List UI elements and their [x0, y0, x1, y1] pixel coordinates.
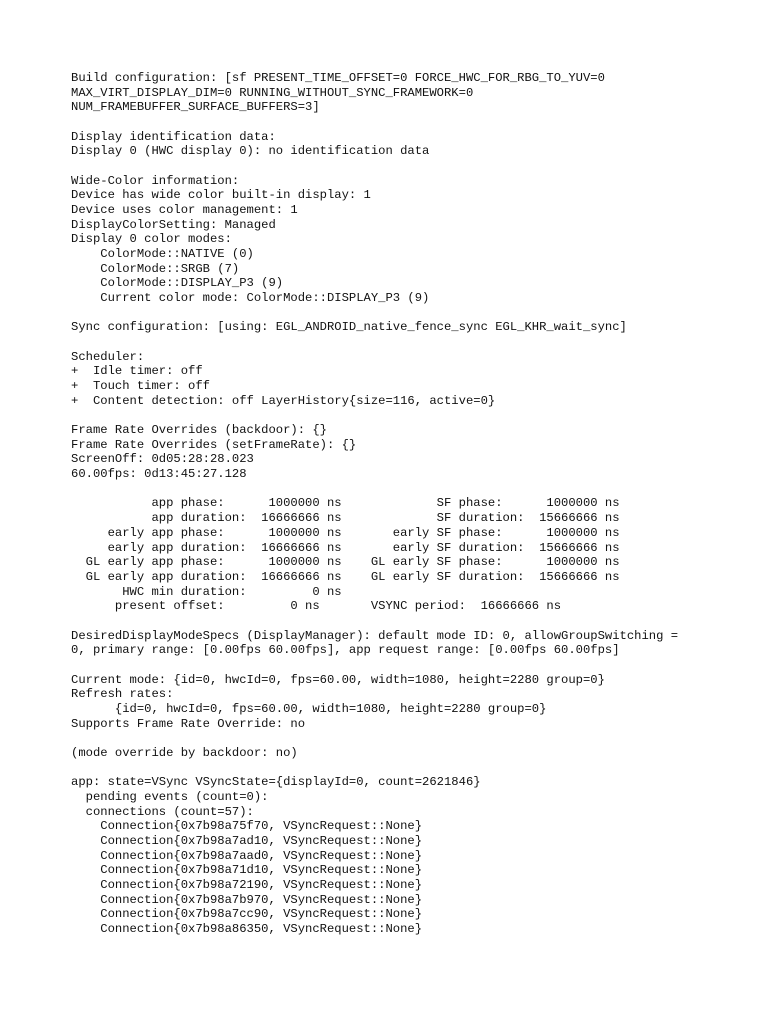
phase-table-row: GL early app duration: 16666666 ns GL early SF duration: 15666666 ns: [71, 569, 620, 584]
text-line: pending events (count=0):: [71, 789, 269, 804]
blank-line: [71, 761, 761, 776]
blank-line: [71, 306, 761, 321]
blank-line: [71, 731, 761, 746]
text-line: Supports Frame Rate Override: no: [71, 716, 306, 731]
scheduler-line: + Content detection: off LayerHistory{size=116, active=0}: [71, 393, 496, 408]
phase-table-row: early app duration: 16666666 ns early SF duration: 15666666 ns: [71, 540, 620, 555]
build-config-line: NUM_FRAMEBUFFER_SURFACE_BUFFERS=3]: [71, 100, 320, 115]
blank-line: [71, 408, 761, 423]
connection-line: Connection{0x7b98a71d10, VSyncRequest::None}: [71, 863, 423, 878]
phase-table-row: GL early app phase: 1000000 ns GL early SF phase: 1000000 ns: [71, 555, 620, 570]
text-line: connections (count=57):: [71, 804, 254, 819]
phase-table-row: present offset: 0 ns VSYNC period: 16666666 ns: [71, 599, 562, 614]
text-line: app: state=VSync VSyncState={displayId=0, count=2621846}: [71, 775, 481, 790]
section-heading: Display identification data:: [71, 129, 276, 144]
text-line: Frame Rate Overrides (setFrameRate): {}: [71, 437, 357, 452]
blank-line: [71, 482, 761, 497]
text-line: Device uses color management: 1: [71, 203, 298, 218]
text-line: 60.00fps: 0d13:45:27.128: [71, 467, 247, 482]
connection-line: Connection{0x7b98a72190, VSyncRequest::None}: [71, 877, 423, 892]
color-mode-line: ColorMode::DISPLAY_P3 (9): [71, 276, 284, 291]
text-line: Display 0 color modes:: [71, 232, 232, 247]
connection-line: Connection{0x7b98a86350, VSyncRequest::None}: [71, 921, 423, 936]
blank-line: [71, 115, 761, 130]
scheduler-line: + Touch timer: off: [71, 379, 210, 394]
scheduler-line: + Idle timer: off: [71, 364, 203, 379]
text-line: ScreenOff: 0d05:28:28.023: [71, 452, 254, 467]
color-mode-line: ColorMode::SRGB (7): [71, 261, 240, 276]
build-config-line: Build configuration: [sf PRESENT_TIME_OFFSET=0 FORCE_HWC_FOR_RBG_TO_YUV=0: [71, 71, 605, 85]
blank-line: [71, 159, 761, 174]
connection-line: Connection{0x7b98a7aad0, VSyncRequest::None}: [71, 848, 423, 863]
connection-line: Connection{0x7b98a7b970, VSyncRequest::None}: [71, 892, 423, 907]
blank-line: [71, 658, 761, 673]
connection-line: Connection{0x7b98a7cc90, VSyncRequest::None}: [71, 907, 423, 922]
section-heading: Scheduler:: [71, 349, 145, 364]
color-mode-line: ColorMode::NATIVE (0): [71, 247, 254, 262]
connection-line: Connection{0x7b98a7ad10, VSyncRequest::None}: [71, 833, 423, 848]
text-line: Display 0 (HWC display 0): no identification data: [71, 144, 430, 159]
blank-line: [71, 614, 761, 629]
build-config-line: MAX_VIRT_DISPLAY_DIM=0 RUNNING_WITHOUT_SYNC_FRAMEWORK=0: [71, 85, 474, 100]
section-heading: Wide-Color information:: [71, 173, 240, 188]
text-line: Refresh rates:: [71, 687, 174, 702]
text-line: 0, primary range: [0.00fps 60.00fps], app request range: [0.00fps 60.00fps]: [71, 643, 620, 658]
phase-table-row: HWC min duration: 0 ns: [71, 584, 342, 599]
dumpsys-output: [71, 71, 761, 937]
color-mode-line: Current color mode: ColorMode::DISPLAY_P3 (9): [71, 291, 430, 306]
text-line: Current mode: {id=0, hwcId=0, fps=60.00, width=1080, height=2280 group=0}: [71, 672, 605, 687]
text-line: DesiredDisplayModeSpecs (DisplayManager): default mode ID: 0, allowGroupSwitching =: [71, 628, 679, 643]
text-line: (mode override by backdoor: no): [71, 745, 298, 760]
connection-line: Connection{0x7b98a75f70, VSyncRequest::None}: [71, 819, 423, 834]
text-line: Device has wide color built-in display: 1: [71, 188, 371, 203]
text-line: {id=0, hwcId=0, fps=60.00, width=1080, height=2280 group=0}: [71, 701, 547, 716]
sync-config-line: Sync configuration: [using: EGL_ANDROID_native_fence_sync EGL_KHR_wait_sync]: [71, 320, 627, 335]
phase-table-row: app phase: 1000000 ns SF phase: 1000000 ns: [71, 496, 620, 511]
text-line: DisplayColorSetting: Managed: [71, 217, 276, 232]
text-line: Frame Rate Overrides (backdoor): {}: [71, 423, 327, 438]
blank-line: [71, 335, 761, 350]
phase-table-row: early app phase: 1000000 ns early SF phase: 1000000 ns: [71, 525, 620, 540]
phase-table-row: app duration: 16666666 ns SF duration: 15666666 ns: [71, 511, 620, 526]
